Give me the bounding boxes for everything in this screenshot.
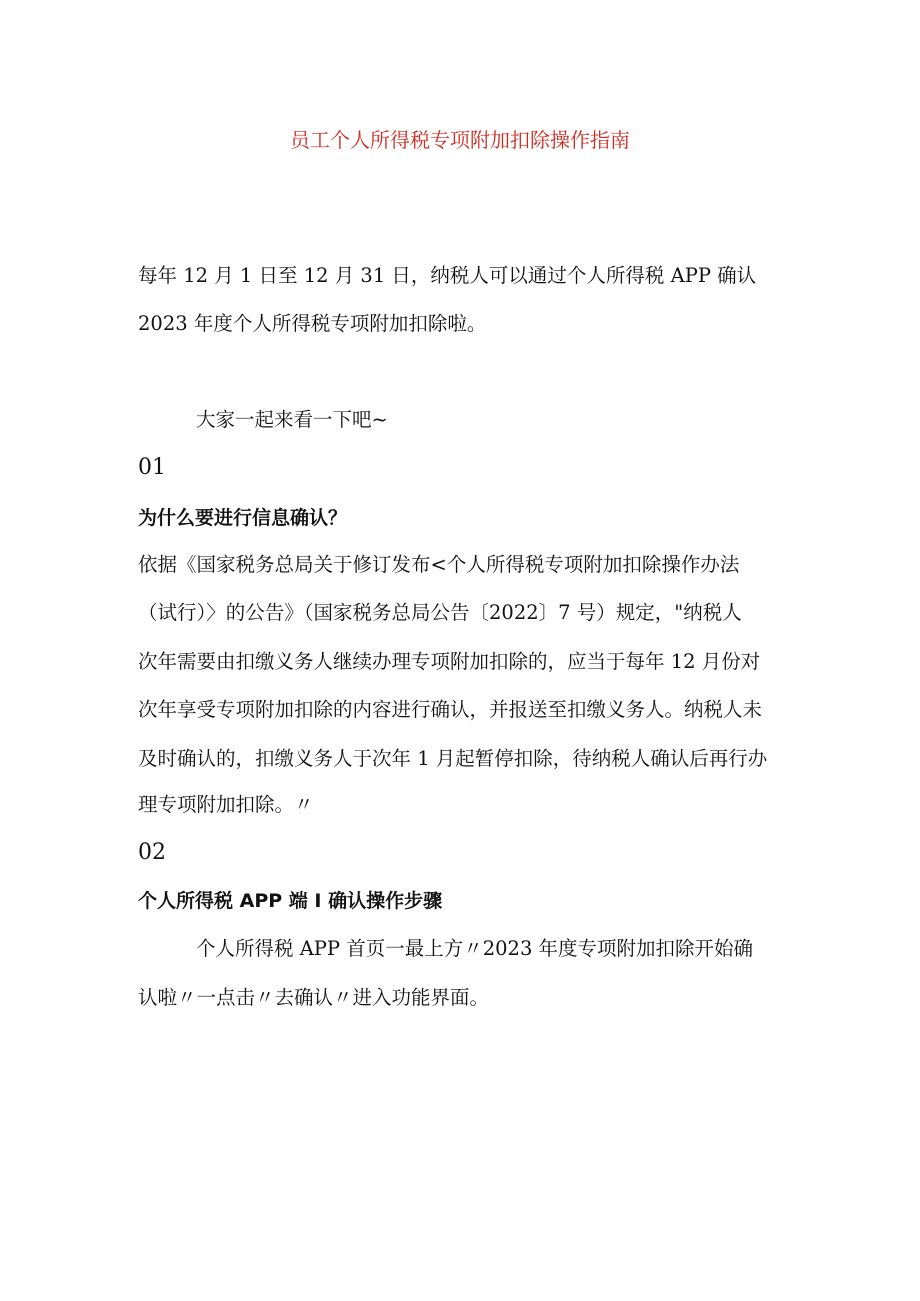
intro-line-2: 2023 年度个人所得税专项附加扣除啦。 (138, 312, 487, 335)
section-1-line: 次年需要由扣缴义务人继续办理专项附加扣除的，应当于每年 12 月份对 (138, 650, 761, 673)
section-number-01: 01 (138, 455, 166, 480)
section-1-line: 理专项附加扣除。〃 (138, 793, 314, 816)
intro-line-1: 每年 12 月 1 日至 12 月 31 日，纳税人可以通过个人所得税 APP 确认 (138, 264, 757, 287)
section-1-line: 依据《国家税务总局关于修订发布<个人所得税专项附加扣除操作办法 (138, 553, 740, 576)
document-title: 员工个人所得税专项附加扣除操作指南 (290, 128, 630, 152)
section-2-line-2: 认啦〃一点击〃去确认〃进入功能界面。 (138, 986, 490, 1009)
section-1-line: 次年享受专项附加扣除的内容进行确认，并报送至扣缴义务人。纳税人未 (138, 698, 763, 721)
section-1-heading: 为什么要进行信息确认？ (138, 507, 348, 529)
section-1-line: 及时确认的，扣缴义务人于次年 1 月起暂停扣除，待纳税人确认后再行办 (138, 747, 768, 770)
section-1-line: （试行）〉的公告》（国家税务总局公告〔2022〕7 号）规定，"纳税人 (138, 601, 742, 624)
section-2-heading: 个人所得税 APP 端 I 确认操作步骤 (138, 890, 443, 912)
section-number-02: 02 (138, 840, 166, 865)
lead-text: 大家一起来看一下吧~ (196, 408, 388, 431)
section-2-line-1: 个人所得税 APP 首页一最上方〃2023 年度专项附加扣除开始确 (196, 937, 754, 960)
